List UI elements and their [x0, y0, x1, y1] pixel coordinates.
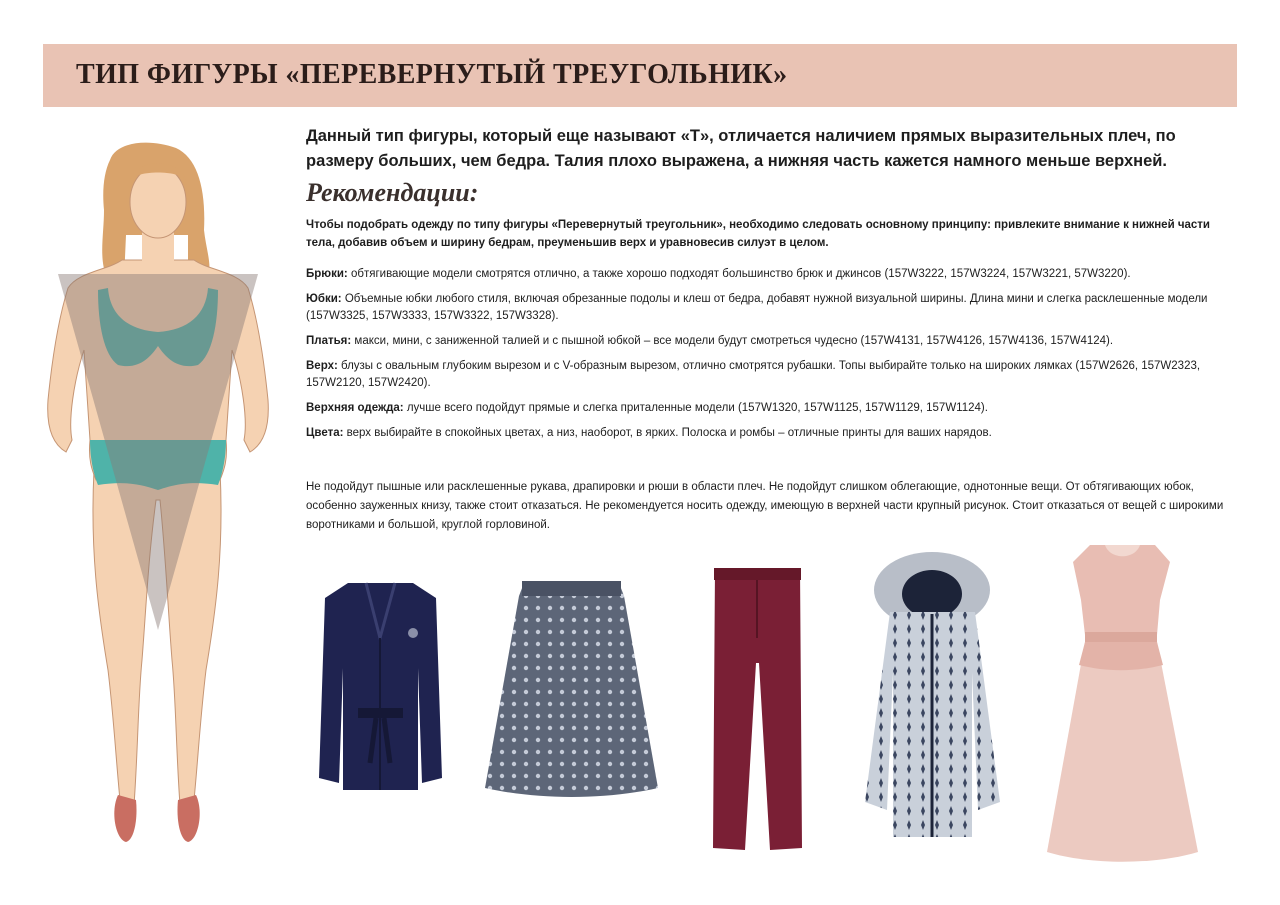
principle-paragraph: Чтобы подобрать одежду по типу фигуры «Перевернутый треугольник», необходимо следовать основному принципу: привлеките внимание к нижней части тела, добавив объем и ширину бедрам, преуменьшив верх и уравновесив силуэт в целом.	[306, 219, 1211, 249]
left-shoe	[114, 795, 136, 842]
intro-paragraph: Данный тип фигуры, который еще называют «Т», отличается наличием прямых выразительных плеч, по размеру больших, чем бедра. Талия плохо выражена, а нижняя часть кажется намного меньше верхней.	[306, 127, 1176, 170]
navy-cardigan-image	[318, 578, 443, 793]
recommendation-tops: Верх: блузы с овальным глубоким вырезом и с V-образным вырезом, отлично смотрятся рубашки. Топы выбирайте только на широких лямках (157W2626, 157W2323, 157W2120, 157W2420).	[306, 360, 1201, 389]
lace-dress-image	[1045, 540, 1200, 865]
body-shape-illustration	[38, 140, 278, 855]
page-title: ТИП ФИГУРЫ «ПЕРЕВЕРНУТЫЙ ТРЕУГОЛЬНИК»	[76, 59, 788, 90]
inverted-triangle-overlay	[58, 274, 258, 630]
hooded-parka-image	[860, 552, 1005, 842]
product-gallery	[300, 540, 1240, 870]
content-area	[306, 124, 1236, 535]
recommendation-skirts: Юбки: Объемные юбки любого стиля, включая обрезанные подолы и клеш от бедра, добавят нужной визуальной ширины. Длина мини и слегка расклешенные модели (157W3325, 157W3333, 157W3322, 157W3328).	[306, 293, 1208, 322]
recommendation-dresses: Платья: макси, мини, с заниженной талией и с пышной юбкой – все модели будут смотреться чудесно (157W4131, 157W4126, 157W4136, 157W4124).	[306, 335, 1114, 347]
avoid-paragraph: Не подойдут пышные или расклешенные рукава, драпировки и рюши в области плеч. Не подойдут слишком облегающие, однотонные вещи. От обтягивающих юбок, особенно зауженных книзу, также стоит отказаться. Не рекомендуется носить одежду, имеющую в верхней части крупный рисунок. Стоит отказаться от вещей с широкими воротниками и большой, круглой горловиной.	[306, 481, 1224, 531]
recommendation-colors: Цвета: верх выбирайте в спокойных цветах, а низ, наоборот, в ярких. Полоска и ромбы – отличные принты для ваших нарядов.	[306, 427, 992, 439]
burgundy-trousers-image	[710, 568, 805, 853]
patterned-skirt-image	[484, 578, 659, 803]
head	[130, 166, 186, 238]
recommendation-trousers: Брюки: обтягивающие модели смотрятся отлично, а также хорошо подходят большинство брюк и джинсов (157W3222, 157W3224, 157W3221, 57W3220).	[306, 268, 1131, 280]
recommendation-outerwear: Верхняя одежда: лучше всего подойдут прямые и слегка приталенные модели (157W1320, 157W1125, 157W1129, 157W1124).	[306, 402, 988, 414]
title-banner	[43, 44, 1237, 107]
recommendations-heading: Рекомендации:	[306, 178, 479, 207]
right-shoe	[177, 795, 199, 842]
